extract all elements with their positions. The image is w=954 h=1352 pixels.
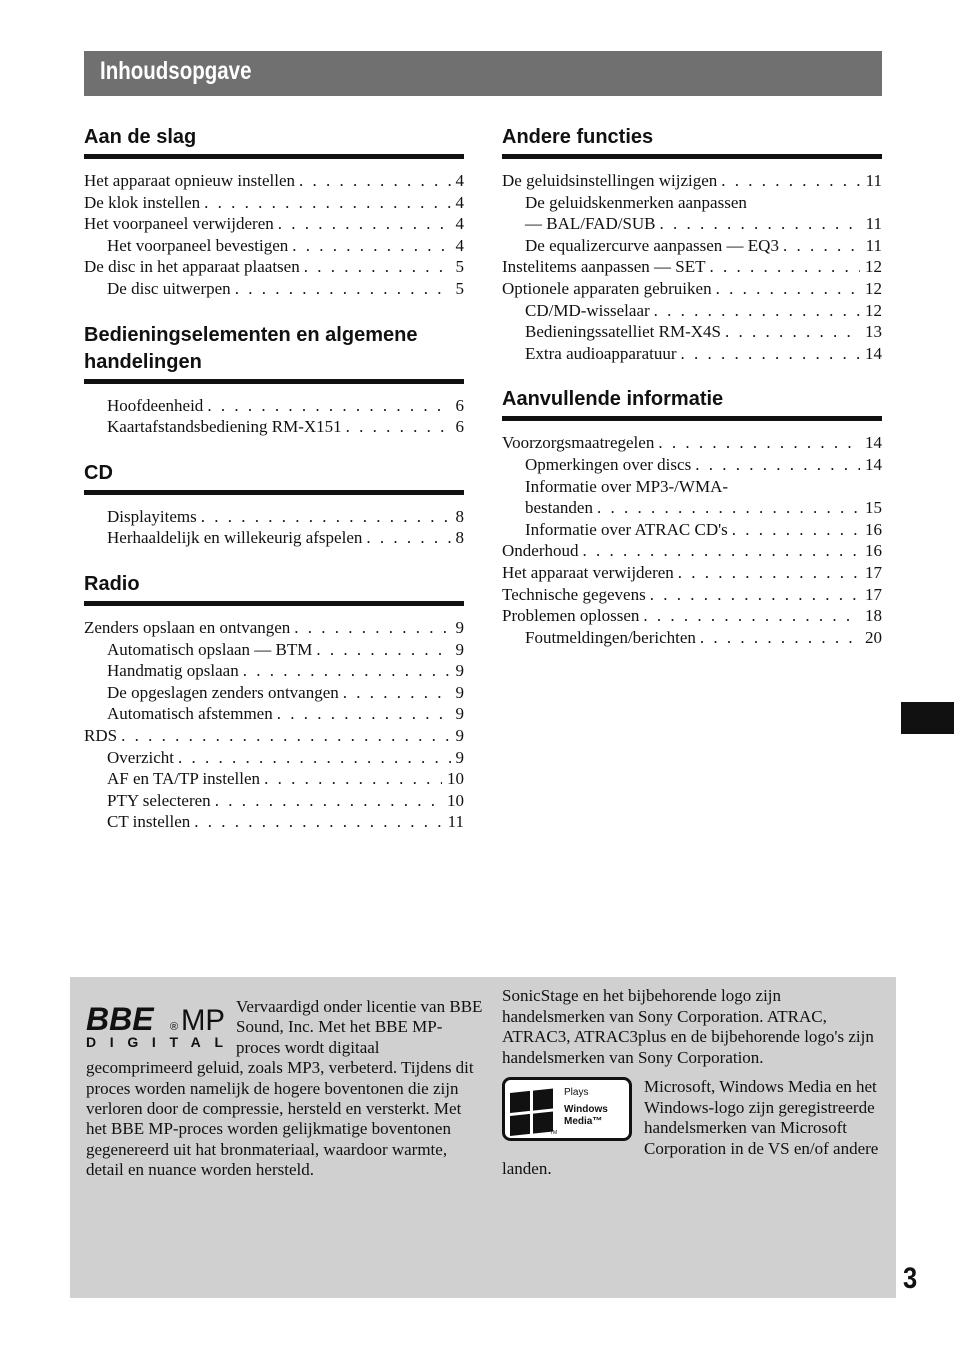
toc-section <box>84 460 464 549</box>
toc-entry <box>502 562 882 584</box>
svg-text:®: ® <box>170 1021 179 1033</box>
toc-entry-title: De geluidskenmerken aanpassen <box>525 192 747 212</box>
section-title: CD <box>84 460 464 495</box>
toc-page-number: 14 <box>865 454 882 474</box>
toc-entry <box>84 278 464 300</box>
dot-leader <box>366 527 450 549</box>
toc-page-number: 12 <box>865 278 882 298</box>
toc-entry <box>84 639 464 661</box>
toc-entry-title: De geluidsinstellingen wijzigen <box>502 171 718 190</box>
toc-page-number: 12 <box>865 300 882 320</box>
dot-leader <box>654 300 860 322</box>
toc-page-number: 11 <box>865 214 882 234</box>
dot-leader <box>681 343 860 365</box>
toc-page-number: 12 <box>865 257 882 277</box>
section-title: Aan de slag <box>84 124 464 159</box>
toc-left-column <box>84 124 464 855</box>
dot-leader <box>194 811 442 833</box>
toc-entry <box>84 768 464 790</box>
toc-section <box>84 322 464 438</box>
toc-entry <box>84 256 464 278</box>
dot-leader <box>204 192 450 214</box>
toc-page-number: 9 <box>455 747 464 767</box>
dot-leader <box>343 682 451 704</box>
toc-entry <box>502 300 882 322</box>
toc-page-number: 11 <box>447 812 464 832</box>
toc-entry-title: Informatie over ATRAC CD's <box>525 519 728 539</box>
toc-entry <box>502 278 882 300</box>
toc-page-number: 11 <box>865 235 882 255</box>
sony-microsoft-notice <box>502 986 887 1180</box>
dot-leader <box>243 660 451 682</box>
toc-entry-title: Opmerkingen over discs <box>525 454 692 474</box>
toc-entry <box>502 627 882 649</box>
dot-leader <box>292 235 450 257</box>
toc-entry <box>502 192 882 214</box>
dot-leader <box>660 213 861 235</box>
dot-leader <box>294 617 450 639</box>
toc-page-number: 9 <box>455 725 464 745</box>
bbe-notice <box>86 997 486 1181</box>
toc-entry <box>502 605 882 627</box>
toc-page-number: 4 <box>455 214 464 234</box>
microsoft-notice-text: Microsoft, Windows Media en het Windows-logo zijn geregistreerde handelsmerken van Microsoft Corporation in de VS en/of andere landen. <box>502 1077 879 1178</box>
toc-entry <box>84 682 464 704</box>
toc-entry-title: Herhaaldelijk en willekeurig afspelen <box>107 528 363 548</box>
toc-entry-list <box>84 395 464 438</box>
section-title: Aanvullende informatie <box>502 386 882 421</box>
dot-leader <box>178 747 450 769</box>
toc-entry <box>84 170 464 192</box>
toc-entry <box>502 235 882 257</box>
toc-page-number: 4 <box>455 235 464 255</box>
dot-leader <box>678 562 860 584</box>
dot-leader <box>201 506 451 528</box>
dot-leader <box>304 256 451 278</box>
toc-entry-title: Voorzorgsmaatregelen <box>502 433 655 453</box>
toc-entry-list <box>84 170 464 300</box>
toc-entry <box>84 747 464 769</box>
dot-leader <box>207 395 450 417</box>
toc-entry-list <box>84 506 464 549</box>
toc-page-number: 10 <box>447 790 464 810</box>
svg-text:TM: TM <box>550 1130 558 1136</box>
svg-text:Media™: Media™ <box>564 1116 603 1127</box>
toc-entry-title: Informatie over MP3-/WMA- <box>525 476 729 496</box>
toc-section <box>84 571 464 833</box>
dot-leader <box>582 540 860 562</box>
toc-entry-title: De disc uitwerpen <box>107 278 231 298</box>
dot-leader <box>716 278 860 300</box>
dot-leader <box>278 213 451 235</box>
toc-page-number: 5 <box>455 257 464 277</box>
dot-leader <box>732 519 860 541</box>
dot-leader <box>346 416 451 438</box>
toc-entry-title: Onderhoud <box>502 541 579 561</box>
toc-entry <box>502 519 882 541</box>
dot-leader <box>710 256 861 278</box>
toc-entry-list <box>502 170 882 364</box>
toc-entry <box>502 213 882 235</box>
toc-page-number: 14 <box>865 343 882 363</box>
toc-entry-title: — BAL/FAD/SUB <box>525 214 656 234</box>
toc-entry-title: Het apparaat opnieuw instellen <box>84 171 296 190</box>
toc-entry-title: Zenders opslaan en ontvangen <box>84 617 291 637</box>
toc-entry <box>502 256 882 278</box>
toc-entry-title: De klok instellen <box>84 192 201 212</box>
svg-text:Plays: Plays <box>564 1087 589 1098</box>
toc-entry <box>502 454 882 476</box>
toc-entry-title: PTY selecteren <box>107 790 211 810</box>
toc-page-number: 20 <box>865 627 882 647</box>
page-title: Inhoudsopgave <box>100 57 252 85</box>
toc-entry-title: Handmatig opslaan <box>107 661 239 681</box>
toc-entry <box>84 235 464 257</box>
dot-leader <box>215 790 442 812</box>
dot-leader <box>725 321 860 343</box>
section-title: Andere functies <box>502 124 882 159</box>
dot-leader <box>700 627 860 649</box>
toc-entry-title: AF en TA/TP instellen <box>107 769 261 789</box>
toc-entry-title: Displayitems <box>107 506 197 526</box>
dot-leader <box>783 235 861 257</box>
bbe-mp-digital-logo <box>86 1001 226 1051</box>
dot-leader <box>643 605 860 627</box>
dot-leader <box>695 454 860 476</box>
dot-leader <box>264 768 442 790</box>
toc-entry <box>84 811 464 833</box>
toc-page-number: 10 <box>447 769 464 789</box>
toc-entry-list <box>502 432 882 648</box>
toc-page-number: 16 <box>865 541 882 561</box>
toc-page-number: 15 <box>865 498 882 518</box>
dot-leader <box>316 639 450 661</box>
toc-entry-title: Het apparaat verwijderen <box>502 562 674 582</box>
dot-leader <box>235 278 451 300</box>
dot-leader <box>650 584 860 606</box>
toc-page-number: 6 <box>455 395 464 415</box>
toc-entry <box>84 725 464 747</box>
toc-page-number: 4 <box>455 192 464 212</box>
toc-entry-title: Automatisch afstemmen <box>107 704 273 724</box>
toc-page-number: 9 <box>455 661 464 681</box>
toc-entry-title: Problemen oplossen <box>502 606 640 626</box>
svg-text:BBE: BBE <box>86 1001 154 1037</box>
svg-text:DIGITAL: DIGITAL <box>86 1034 223 1050</box>
toc-page-number: 8 <box>455 506 464 526</box>
title-bar <box>84 51 882 96</box>
toc-entry-title: RDS <box>84 725 118 745</box>
toc-entry <box>84 617 464 639</box>
toc-entry-title: Instelitems aanpassen — SET <box>502 257 706 277</box>
toc-entry-title: Kaartafstandsbediening RM-X151 <box>107 417 342 437</box>
section-title: Radio <box>84 571 464 606</box>
toc-page-number: 5 <box>455 278 464 298</box>
page-number: 3 <box>903 1262 918 1295</box>
toc-entry <box>502 321 882 343</box>
toc-entry-title: Automatisch opslaan — BTM <box>107 639 313 659</box>
toc-entry-title: Overzicht <box>107 747 175 767</box>
toc-entry-title: De opgeslagen zenders ontvangen <box>107 682 339 702</box>
toc-page-number: 4 <box>455 171 464 190</box>
dot-leader <box>658 432 860 454</box>
toc-entry <box>84 506 464 528</box>
toc-entry <box>502 476 882 498</box>
toc-entry-title: De equalizercurve aanpassen — EQ3 <box>525 235 779 255</box>
section-title: Bedieningselementen en algemene handelingen <box>84 322 464 384</box>
toc-entry <box>84 395 464 417</box>
toc-entry <box>502 497 882 519</box>
trademark-notice-box <box>70 977 896 1298</box>
toc-entry <box>84 416 464 438</box>
toc-entry-title: Optionele apparaten gebruiken <box>502 278 712 298</box>
toc-right-column <box>502 124 882 670</box>
toc-section <box>502 386 882 648</box>
toc-entry-title: Extra audioapparatuur <box>525 343 677 363</box>
toc-entry-title: Het voorpaneel verwijderen <box>84 214 274 234</box>
svg-text:MP: MP <box>181 1004 225 1037</box>
windows-media-logo <box>502 1077 632 1141</box>
toc-entry-title: Het voorpaneel bevestigen <box>107 235 289 255</box>
toc-entry <box>84 527 464 549</box>
toc-page-number: 18 <box>865 606 882 626</box>
toc-page-number: 14 <box>865 433 882 453</box>
svg-text:Windows: Windows <box>564 1104 608 1115</box>
toc-entry <box>502 343 882 365</box>
toc-entry <box>84 213 464 235</box>
toc-entry <box>502 540 882 562</box>
toc-entry <box>84 192 464 214</box>
toc-entry-title: Technische gegevens <box>502 584 646 604</box>
toc-entry <box>502 432 882 454</box>
toc-entry-title: bestanden <box>525 498 593 518</box>
toc-entry-title: De disc in het apparaat plaatsen <box>84 257 300 277</box>
toc-page-number: 11 <box>865 171 882 190</box>
toc-page-number: 17 <box>865 562 882 582</box>
toc-entry-list <box>84 617 464 833</box>
dot-leader <box>721 170 860 192</box>
toc-entry <box>502 170 882 192</box>
sonicstage-notice-text: SonicStage en het bijbehorende logo zijn handelsmerken van Sony Corporation. ATRAC, ATRAC3, ATRAC3plus en de bijbehorende logo's zijn handelsmerken van Sony Corporation. <box>502 986 874 1067</box>
toc-page-number: 9 <box>455 617 464 637</box>
toc-entry-title: Hoofdeenheid <box>107 395 204 415</box>
toc-entry <box>502 584 882 606</box>
toc-entry-title: CD/MD-wisselaar <box>525 300 650 320</box>
toc-page-number: 9 <box>455 639 464 659</box>
toc-page-number: 13 <box>865 322 882 342</box>
toc-page-number: 8 <box>455 528 464 548</box>
dot-leader <box>277 703 451 725</box>
toc-section <box>502 124 882 364</box>
toc-page-number: 9 <box>455 682 464 702</box>
toc-section <box>84 124 464 300</box>
toc-page-number: 6 <box>455 417 464 437</box>
toc-page-number: 17 <box>865 584 882 604</box>
dot-leader <box>299 170 450 192</box>
toc-page-number: 16 <box>865 519 882 539</box>
bbe-notice-text: Vervaardigd onder licentie van BBE Sound, Inc. Met het BBE MP-proces wordt digitaal gecomprimeerd geluid, zoals MP3, verbeterd. Tijdens dit proces worden namelijk de hogere boventonen die zijn verloren door de compressie, hersteld en versterkt. Met het BBE MP-proces worden gelijkmatige boventonen gegenereerd uit hat bronmateriaal, waardoor warmte, detail en nuance worden hersteld. <box>86 997 483 1180</box>
toc-page-number: 9 <box>455 704 464 724</box>
language-tab-marker <box>901 702 954 734</box>
toc-entry-title: Bedieningssatelliet RM-X4S <box>525 322 721 342</box>
toc-entry-title: CT instellen <box>107 812 191 832</box>
toc-entry <box>84 703 464 725</box>
toc-entry-title: Foutmeldingen/berichten <box>525 627 696 647</box>
dot-leader <box>121 725 450 747</box>
dot-leader <box>597 497 860 519</box>
toc-entry <box>84 790 464 812</box>
toc-entry <box>84 660 464 682</box>
